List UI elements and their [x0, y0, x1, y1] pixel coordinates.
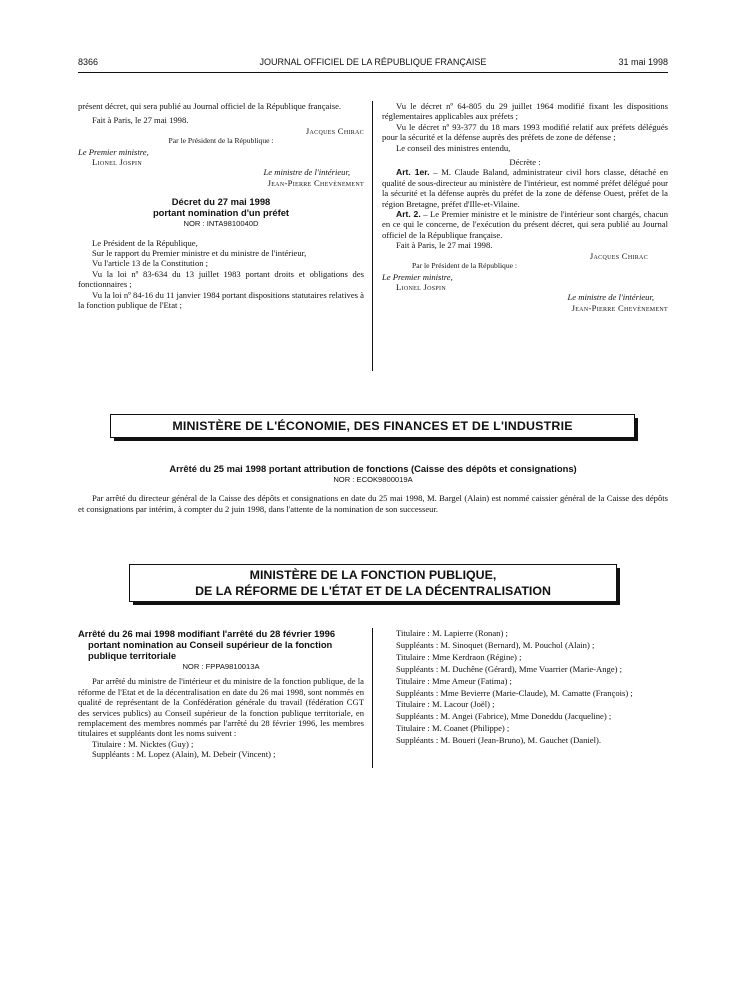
preamble-line: Le Président de la République,: [92, 237, 198, 248]
article-1-text: – M. Claude Baland, administrateur civil hors classe, détaché en qualité de sous-directeur au ministère de l'intérieur, est nommé préfet délégué pour la sécurité et la défense auprès du préfet de la zone de défense Ouest, préfet de la région Bretagne, préfet d'Ille-et-Vilaine.: [382, 167, 668, 209]
member-line: Titulaire : M. Nicktes (Guy) ;: [92, 738, 194, 749]
economie-section: [78, 463, 668, 514]
preamble-line: Vu l'article 13 de la Constitution ;: [92, 258, 209, 269]
decree-left-column: [78, 101, 364, 311]
premier-ministre-name: Lionel Jospin: [92, 157, 142, 168]
par-le-president: Par le Président de la République :: [412, 261, 518, 271]
visa-line: Vu le décret nº 93-377 du 18 mars 1993 modifié relatif aux préfets délégués pour la sécurité et la défense auprès des préfets de zone de défense ;: [382, 121, 668, 143]
header-rule: [78, 72, 668, 73]
signature-president: Jacques Chirac: [305, 125, 364, 136]
arrete-title: publique territoriale: [88, 650, 177, 661]
ministry-fp-title-line1: MINISTÈRE DE LA FONCTION PUBLIQUE,: [249, 568, 497, 582]
nor-reference: NOR : ECOK9800019A: [333, 475, 413, 484]
premier-ministre-title: Le Premier ministre,: [78, 146, 149, 157]
member-line: Suppléants : M. Sinoquet (Bernard), M. Pouchol (Alain) ;: [396, 639, 595, 650]
member-line: Titulaire : M. Coanet (Philippe) ;: [396, 723, 510, 734]
fait-a-paris: Fait à Paris, le 27 mai 1998.: [92, 115, 189, 126]
preamble-line: Vu la loi nº 83-634 du 13 juillet 1983 portant droits et obligations des fonctionnaires ;: [78, 268, 364, 290]
article-2-label: Art. 2.: [396, 209, 421, 220]
decree-title: Décret du 27 mai 1998: [171, 196, 271, 208]
closing-paragraph: présent décret, qui sera publié au Journal officiel de la République française.: [78, 101, 342, 111]
issue-date: 31 mai 1998: [618, 57, 668, 67]
fp-right-column: [382, 628, 668, 747]
ministre-title: Le ministre de l'intérieur,: [567, 292, 654, 303]
page-number: 8366: [78, 57, 99, 67]
ministre-name: Jean-Pierre Chevènement: [571, 302, 668, 313]
decrete: Décrète :: [509, 157, 541, 168]
preamble-line: Vu la loi nº 84-16 du 11 janvier 1984 portant dispositions statutaires relatives à la fonction publique de l'Etat ;: [78, 289, 364, 311]
nor-reference: NOR : FPPA9810013A: [182, 662, 260, 671]
member-line: Suppléants : Mme Bevierre (Marie-Claude), M. Camatte (François) ;: [396, 687, 633, 698]
preamble-line: Sur le rapport du Premier ministre et du ministre de l'intérieur,: [92, 248, 307, 259]
arrete-title: Arrêté du 25 mai 1998 portant attribution de fonctions (Caisse des dépôts et consignations): [169, 463, 577, 474]
arrete-body: Par arrêté du ministre de l'intérieur et du ministre de la fonction publique, de la réforme de l'Etat et de la décentralisation en date du 26 mai 1998, sont nommés en qualité de représentant de la Confédération générale du travail (fédération CGT des services publics) au Conseil supérieur de la fonction publique territoriale, en remplacement des membres nommés par l'arrêté du 28 février 1996, les membres titulaires et suppléants dont les noms suivent :: [78, 676, 364, 739]
member-line: Suppléants : M. Boueri (Jean-Bruno), M. Gauchet (Daniel).: [396, 735, 602, 746]
premier-ministre-title: Le Premier ministre,: [382, 271, 453, 282]
decree-right-column: [382, 101, 668, 313]
fait-a-paris: Fait à Paris, le 27 mai 1998.: [396, 240, 493, 251]
fp-left-column: [78, 628, 364, 760]
ministre-title: Le ministre de l'intérieur,: [263, 167, 350, 178]
visa-line: Le conseil des ministres entendu,: [396, 142, 511, 153]
journal-title: JOURNAL OFFICIEL DE LA RÉPUBLIQUE FRANÇAISE: [259, 57, 487, 67]
column-divider: [372, 628, 373, 768]
ministry-economie-title: MINISTÈRE DE L'ÉCONOMIE, DES FINANCES ET DE L'INDUSTRIE: [172, 419, 573, 433]
member-line: Titulaire : Mme Kerdraon (Régine) ;: [396, 651, 522, 662]
member-line: Titulaire : M. Lacour (Joël) ;: [396, 699, 495, 710]
member-line: Titulaire : Mme Ameur (Fatima) ;: [396, 675, 512, 686]
arrete-title: Arrêté du 26 mai 1998 modifiant l'arrêté du 28 février 1996: [78, 628, 336, 639]
nor-reference: NOR : INTA9810040D: [183, 219, 259, 229]
ministry-economie-box: [110, 414, 635, 438]
arrete-title: portant nomination au Conseil supérieur de la fonction: [88, 639, 333, 650]
premier-ministre-name: Lionel Jospin: [396, 281, 446, 292]
member-line: Suppléants : M. Angei (Fabrice), Mme Doneddu (Jacqueline) ;: [396, 711, 612, 722]
ministre-name: Jean-Pierre Chevènement: [267, 177, 364, 188]
signature-president: Jacques Chirac: [589, 250, 648, 261]
arrete-body: Par arrêté du directeur général de la Caisse des dépôts et consignations en date du 25 mai 1998, M. Bargel (Alain) est nommé caissier général de la Caisse des dépôts et consignations par intérim, à compter du 2 juin 1998, dans l'attente de la nomination de son successeur.: [78, 493, 668, 514]
article-1: [382, 167, 668, 209]
article-1-label: Art. 1er.: [396, 167, 430, 178]
member-line: Suppléants : M. Lopez (Alain), M. Debeir (Vincent) ;: [92, 749, 276, 760]
member-line: Titulaire : M. Lapierre (Ronan) ;: [396, 628, 508, 638]
column-divider: [372, 101, 373, 371]
article-2-text: – Le Premier ministre et le ministre de l'intérieur sont chargés, chacun en ce qui le concerne, de l'exécution du présent décret, qui sera publié au Journal officiel de la République française.: [382, 209, 668, 240]
decree-subtitle: portant nomination d'un préfet: [152, 207, 290, 219]
visa-line: Vu le décret nº 64-805 du 29 juillet 1964 modifié fixant les dispositions réglementaires applicables aux préfets ;: [382, 101, 668, 122]
par-le-president: Par le Président de la République :: [168, 136, 274, 146]
article-2: [382, 209, 668, 240]
ministry-fp-title-line2: DE LA RÉFORME DE L'ÉTAT ET DE LA DÉCENTRALISATION: [195, 584, 551, 598]
member-line: Suppléants : M. Duchêne (Gérard), Mme Vuarrier (Marie-Ange) ;: [396, 663, 623, 674]
ministry-fonction-publique-box: [129, 564, 617, 602]
